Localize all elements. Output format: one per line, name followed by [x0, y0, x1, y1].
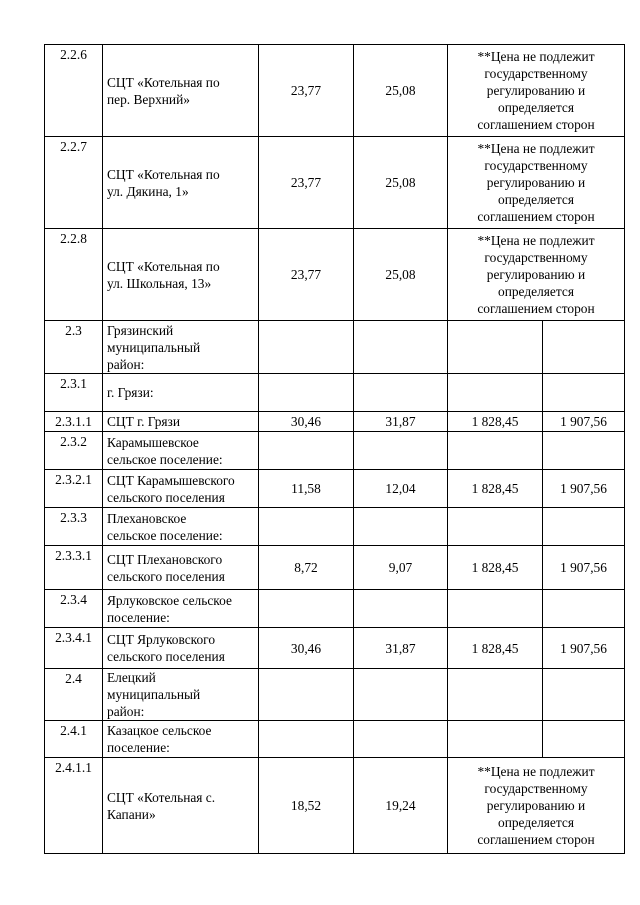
price-note-line: регулированию и [486, 798, 586, 813]
row-name-line: г. Грязи: [107, 385, 154, 400]
value-cell: 30,46 [259, 412, 354, 432]
value-cell: 1 907,56 [543, 412, 625, 432]
table-row [45, 137, 625, 229]
row-name-line: Казацкое сельское [107, 723, 212, 738]
row-name-line: СЦТ «Котельная по [107, 258, 220, 274]
price-note-line: государственному [484, 781, 588, 796]
row-name-line: ул. Школьная, 13» [107, 275, 212, 291]
row-name-line: сельское поселение: [107, 451, 223, 467]
row-number: 2.2.7 [45, 137, 103, 229]
tariff-table [44, 44, 625, 854]
value-cell: 1 828,45 [448, 412, 543, 432]
value-cell [543, 321, 625, 374]
price-note-line: государственному [484, 66, 588, 81]
value-cell: 1 828,45 [448, 628, 543, 669]
row-name [103, 721, 259, 758]
row-name-line: СЦТ «Котельная по [107, 166, 220, 182]
row-name-line: сельского поселения [107, 568, 225, 584]
price-note-line: определяется [498, 100, 574, 115]
row-name-line: Грязинский [107, 322, 174, 338]
row-name-line: пер. Верхний» [107, 91, 190, 107]
price-note-line: **Цена не подлежит [477, 141, 595, 156]
row-name-line: сельское поселение: [107, 527, 223, 543]
row-name [103, 412, 259, 432]
price-note-line: государственному [484, 250, 588, 265]
price-note [448, 137, 625, 229]
value-cell: 25,08 [354, 45, 448, 137]
value-cell [354, 508, 448, 546]
row-name-line: СЦТ «Котельная по [107, 74, 220, 90]
row-name [103, 470, 259, 508]
row-name [103, 508, 259, 546]
row-name-line: ул. Дякина, 1» [107, 183, 189, 199]
price-note-line: соглашением сторон [477, 301, 595, 316]
price-note-line: **Цена не подлежит [477, 764, 595, 779]
price-note-line: **Цена не подлежит [477, 233, 595, 248]
value-cell: 23,77 [259, 137, 354, 229]
value-cell [543, 508, 625, 546]
row-name-line: Карамышевское [107, 434, 199, 450]
row-number: 2.3.4.1 [45, 628, 103, 669]
price-note [448, 45, 625, 137]
row-number: 2.3.1 [45, 374, 103, 412]
value-cell: 1 828,45 [448, 470, 543, 508]
value-cell: 1 907,56 [543, 470, 625, 508]
row-number: 2.3.3.1 [45, 546, 103, 590]
price-note-line: регулированию и [486, 267, 586, 282]
row-number: 2.2.6 [45, 45, 103, 137]
value-cell [448, 321, 543, 374]
row-number: 2.4.1.1 [45, 758, 103, 854]
value-cell: 19,24 [354, 758, 448, 854]
row-name-line: Ярлуковское сельское [107, 592, 232, 608]
value-cell: 1 828,45 [448, 546, 543, 590]
value-cell [259, 508, 354, 546]
row-name [103, 321, 259, 374]
value-cell [448, 508, 543, 546]
value-cell: 25,08 [354, 229, 448, 321]
row-number: 2.4 [45, 669, 103, 721]
table-row [45, 590, 625, 628]
table-row [45, 508, 625, 546]
value-cell: 11,58 [259, 470, 354, 508]
row-name-line: СЦТ Карамышевского [107, 472, 235, 488]
row-number: 2.3.2.1 [45, 470, 103, 508]
value-cell [354, 590, 448, 628]
value-cell [354, 432, 448, 470]
row-number: 2.4.1 [45, 721, 103, 758]
price-note-line: определяется [498, 192, 574, 207]
price-note-line: **Цена не подлежит [477, 49, 595, 64]
table-row [45, 470, 625, 508]
row-name-line: СЦТ Плехановского [107, 551, 223, 567]
row-name [103, 137, 259, 229]
table-row [45, 45, 625, 137]
value-cell [259, 321, 354, 374]
price-note-line: определяется [498, 815, 574, 830]
value-cell: 23,77 [259, 229, 354, 321]
row-name [103, 229, 259, 321]
row-name-line: Плехановское [107, 510, 187, 526]
value-cell [259, 721, 354, 758]
row-name-line: район: [107, 356, 145, 372]
row-number: 2.3 [45, 321, 103, 374]
row-name-line: СЦТ Ярлуковского [107, 632, 216, 647]
value-cell: 1 907,56 [543, 546, 625, 590]
table-row [45, 628, 625, 669]
value-cell [543, 432, 625, 470]
row-name [103, 628, 259, 669]
value-cell: 31,87 [354, 628, 448, 669]
row-name-line: сельского поселения [107, 649, 225, 664]
value-cell: 25,08 [354, 137, 448, 229]
value-cell [448, 721, 543, 758]
value-cell [448, 669, 543, 721]
table-row [45, 432, 625, 470]
value-cell: 23,77 [259, 45, 354, 137]
row-name [103, 432, 259, 470]
row-name [103, 546, 259, 590]
row-name-line: поселение: [107, 609, 170, 625]
table-row [45, 758, 625, 854]
row-name [103, 374, 259, 412]
row-name-line: Елецкий [107, 670, 156, 685]
value-cell [543, 374, 625, 412]
value-cell: 31,87 [354, 412, 448, 432]
value-cell: 9,07 [354, 546, 448, 590]
value-cell: 30,46 [259, 628, 354, 669]
row-number: 2.3.4 [45, 590, 103, 628]
value-cell [543, 669, 625, 721]
price-note-line: соглашением сторон [477, 209, 595, 224]
row-name-line: поселение: [107, 740, 170, 755]
price-note [448, 229, 625, 321]
row-number: 2.3.1.1 [45, 412, 103, 432]
value-cell [354, 321, 448, 374]
table-row [45, 374, 625, 412]
value-cell [354, 374, 448, 412]
value-cell [448, 432, 543, 470]
value-cell: 12,04 [354, 470, 448, 508]
price-note-line: регулированию и [486, 175, 586, 190]
table-row [45, 546, 625, 590]
table-row [45, 412, 625, 432]
price-note-line: соглашением сторон [477, 832, 595, 847]
price-note-line: регулированию и [486, 83, 586, 98]
value-cell [259, 432, 354, 470]
value-cell: 1 907,56 [543, 628, 625, 669]
table-row [45, 229, 625, 321]
row-name-line: муниципальный [107, 339, 201, 355]
row-name-line: СЦТ «Котельная с. [107, 789, 216, 805]
row-name-line: район: [107, 704, 145, 719]
row-name [103, 669, 259, 721]
row-number: 2.2.8 [45, 229, 103, 321]
price-note-line: соглашением сторон [477, 117, 595, 132]
row-name [103, 590, 259, 628]
row-name [103, 758, 259, 854]
row-name-line: Капани» [107, 806, 156, 822]
value-cell [259, 590, 354, 628]
price-note-line: государственному [484, 158, 588, 173]
table-row [45, 721, 625, 758]
row-number: 2.3.3 [45, 508, 103, 546]
value-cell [259, 669, 354, 721]
value-cell [259, 374, 354, 412]
value-cell: 8,72 [259, 546, 354, 590]
value-cell [448, 374, 543, 412]
row-name [103, 45, 259, 137]
row-number: 2.3.2 [45, 432, 103, 470]
price-note-line: определяется [498, 284, 574, 299]
row-name-line: муниципальный [107, 687, 201, 702]
value-cell [543, 721, 625, 758]
table-row [45, 669, 625, 721]
value-cell [448, 590, 543, 628]
value-cell [354, 669, 448, 721]
table-row [45, 321, 625, 374]
value-cell: 18,52 [259, 758, 354, 854]
price-note [448, 758, 625, 854]
value-cell [354, 721, 448, 758]
row-name-line: сельского поселения [107, 489, 225, 505]
row-name-line: СЦТ г. Грязи [107, 414, 181, 429]
value-cell [543, 590, 625, 628]
